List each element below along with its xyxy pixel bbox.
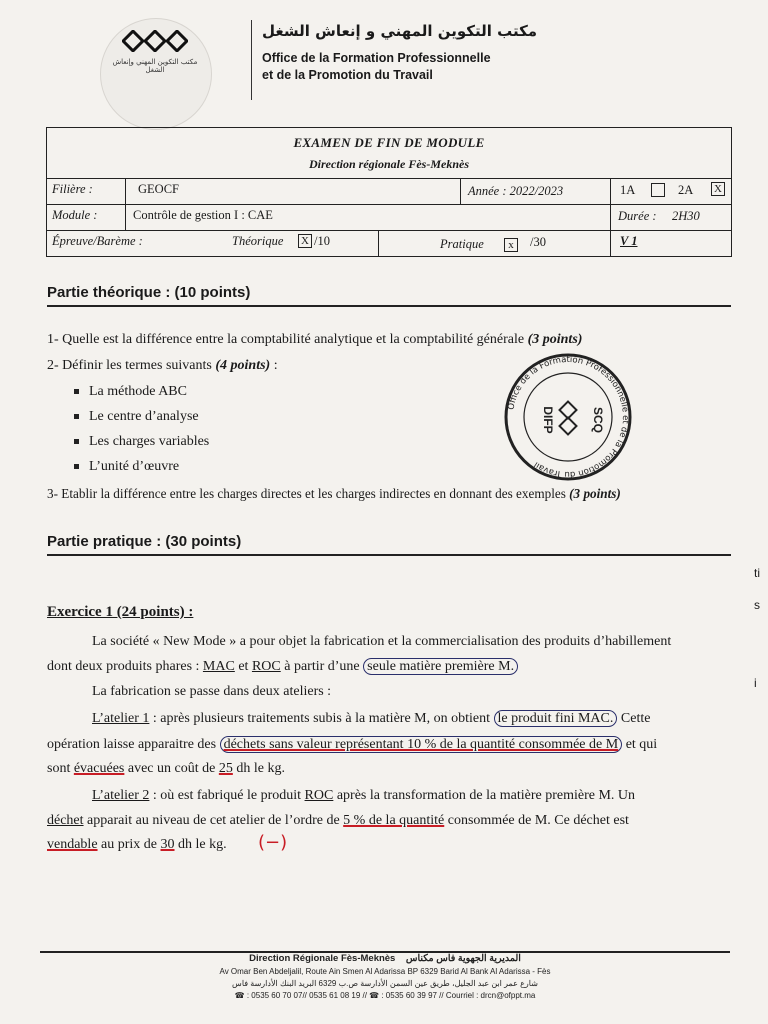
paragraph-3	[92, 709, 650, 729]
theorique-checkbox[interactable]: X	[298, 234, 312, 248]
filiere-value: GEOCF	[138, 182, 179, 196]
question-2-text: 2- Définir les termes suivants	[47, 358, 212, 373]
stamp-emblem-icon	[560, 402, 577, 435]
text-run: au prix de	[97, 837, 161, 852]
table-col-divider	[610, 178, 611, 256]
annotation-underline-evacuees: évacuées	[73, 761, 125, 776]
table-row-divider	[46, 178, 732, 179]
bullet-icon	[74, 414, 79, 419]
module-value: Contrôle de gestion I : CAE	[133, 208, 273, 222]
header-arabic-title: مكتب التكوين المهني و إنعاش الشغل	[262, 22, 538, 40]
pratique-checkbox[interactable]: x	[504, 238, 518, 252]
list-item	[74, 459, 179, 475]
text-run: dh le kg.	[174, 837, 227, 852]
term-label: La méthode ABC	[89, 384, 187, 399]
ofppt-logo-icon	[122, 30, 188, 52]
term-label: L’unité d’œuvre	[89, 459, 180, 474]
footer-line2: Av Omar Ben Abdeljalil, Route Ain Smen Al Adarissa BP 6329 Barid Al Bank Al Adarissa - Fès	[219, 967, 551, 976]
text-run: sont	[47, 761, 74, 776]
table-col-divider	[125, 178, 126, 230]
text-run: dh le kg.	[232, 761, 285, 776]
stamp-center-right: SCQ	[591, 406, 605, 434]
exam-title: EXAMEN DE FIN DE MODULE	[293, 135, 485, 150]
side-mark: s	[754, 598, 760, 612]
logo-caption: مكتب التكوين المهني وإنعاش الشغل	[112, 58, 198, 74]
header-divider	[251, 20, 252, 100]
text-run: consommée de M. Ce déchet est	[444, 813, 629, 828]
bullet-icon	[74, 439, 79, 444]
bullet-icon	[74, 464, 79, 469]
annotation-underline-pct: 5 % de la quantité	[343, 813, 445, 828]
text-run: et qui	[622, 737, 658, 752]
header-office-line1: Office de la Formation Professionnelle	[262, 51, 491, 65]
table-col-divider	[378, 230, 379, 256]
atelier-1-label: L’atelier 1	[92, 711, 150, 726]
paragraph-2: La fabrication se passe dans deux ateliers :	[92, 684, 332, 699]
handwritten-note: (−)	[258, 832, 288, 853]
annotation-circle-dechets: déchets sans valeur représentant 10 % de la quantité consommée de M	[220, 736, 623, 753]
stamp-center-left: DIFP	[541, 406, 555, 434]
paragraph-8	[47, 835, 227, 855]
annotation-underline-25: 25	[218, 761, 233, 776]
theorique-score: /10	[314, 234, 330, 248]
paragraph-5	[47, 759, 285, 779]
side-mark: ti	[754, 566, 760, 580]
pratique-score: /30	[530, 235, 546, 249]
text-run: apparait au niveau de cet atelier de l’ordre de	[83, 813, 344, 828]
official-stamp	[498, 352, 638, 482]
exercise-1-title: Exercice 1 (24 points) :	[47, 604, 194, 620]
epreuve-label: Épreuve/Barème :	[52, 234, 143, 248]
product-mac: MAC	[202, 659, 235, 674]
paragraph-1a: La société « New Mode » a pour objet la fabrication et la commercialisation des produits d’habillement	[92, 634, 672, 649]
table-row-divider	[46, 230, 732, 231]
header-office-line2: et de la Promotion du Travail	[262, 68, 433, 82]
term-label: Le centre d’analyse	[89, 409, 199, 424]
duree-label: Durée :	[618, 209, 657, 223]
text-run: dont deux produits phares :	[47, 659, 203, 674]
dechet-word: déchet	[47, 813, 84, 828]
question-1-points: (3 points)	[527, 332, 583, 347]
module-label: Module :	[52, 208, 98, 222]
footer-line1	[40, 953, 730, 964]
stamp-outer-text: Office de la Formation Professionnelle et de la Promotion du Travail	[506, 354, 631, 480]
annotation-circle-mac: le produit fini MAC.	[494, 710, 618, 727]
question-3	[47, 486, 621, 502]
term-label: Les charges variables	[89, 434, 210, 449]
text-run: : après plusieurs traitements subis à la matière M, on obtient	[149, 711, 494, 726]
question-3-points: (3 points)	[569, 486, 621, 501]
year-1a-checkbox[interactable]	[651, 183, 665, 197]
question-2-colon: :	[270, 358, 278, 373]
question-3-text: 3- Etablir la différence entre les charges directes et les charges indirectes en donnant des exemples	[47, 486, 566, 501]
table-col-divider	[460, 178, 461, 204]
year-1a-label: 1A	[620, 183, 636, 197]
question-1-text: 1- Quelle est la différence entre la comptabilité analytique et la comptabilité générale	[47, 332, 525, 347]
annee-label: Année : 2022/2023	[468, 184, 564, 198]
text-run: à partir d’une	[280, 659, 364, 674]
annotation-underline-vendable: vendable	[47, 837, 98, 852]
table-row-divider	[46, 204, 732, 205]
product-roc: ROC	[304, 788, 334, 803]
text-run: opération laisse apparaitre des	[47, 737, 220, 752]
text-run: avec un coût de	[124, 761, 219, 776]
theory-rule	[47, 305, 731, 307]
practice-rule	[47, 554, 731, 556]
list-item	[74, 409, 199, 425]
question-2-points: (4 points)	[215, 358, 271, 373]
footer-direction-fr: Direction Régionale Fès-Meknès	[249, 953, 396, 964]
footer-line3: شارع عمر ابن عبد الجليل، طريق عين السمن الأدارسة ص.ب 6329 البريد البنك الأدارسة فاس	[232, 979, 538, 988]
annotation-underline-30: 30	[160, 837, 175, 852]
list-item	[74, 384, 187, 400]
bullet-icon	[74, 389, 79, 394]
theorique-label: Théorique	[232, 234, 284, 248]
year-2a-label: 2A	[678, 183, 694, 197]
annotation-circle-matiere: seule matière première M.	[363, 658, 518, 675]
filiere-label: Filière :	[52, 182, 93, 196]
text-run: après la transformation de la matière première M. Un	[333, 788, 635, 803]
paragraph-7	[47, 811, 629, 831]
paragraph-6	[92, 786, 635, 806]
pratique-label: Pratique	[440, 237, 484, 251]
footer-direction-ar: المديرية الجهوية فاس مكناس	[405, 953, 521, 964]
question-2	[47, 358, 278, 374]
duree-value: 2H30	[672, 209, 700, 223]
text-run: Cette	[617, 711, 651, 726]
version-label: V 1	[620, 234, 638, 248]
year-2a-checkbox[interactable]: X	[711, 182, 725, 196]
paragraph-4	[47, 735, 657, 755]
product-roc: ROC	[251, 659, 281, 674]
paragraph-1b	[47, 657, 518, 677]
list-item	[74, 434, 209, 450]
practice-heading: Partie pratique : (30 points)	[47, 533, 242, 550]
exam-subtitle: Direction régionale Fès-Meknès	[309, 157, 469, 171]
text-run: et	[234, 659, 252, 674]
question-1	[47, 332, 582, 348]
theory-heading: Partie théorique : (10 points)	[47, 284, 251, 301]
text-run: : où est fabriqué le produit	[149, 788, 305, 803]
side-mark: i	[754, 676, 757, 690]
footer-line4: ☎ : 0535 60 70 07// 0535 61 08 19 // ☎ : 0535 60 39 97 // Courriel : drcn@ofppt.ma	[234, 991, 536, 1000]
atelier-2-label: L’atelier 2	[92, 788, 150, 803]
